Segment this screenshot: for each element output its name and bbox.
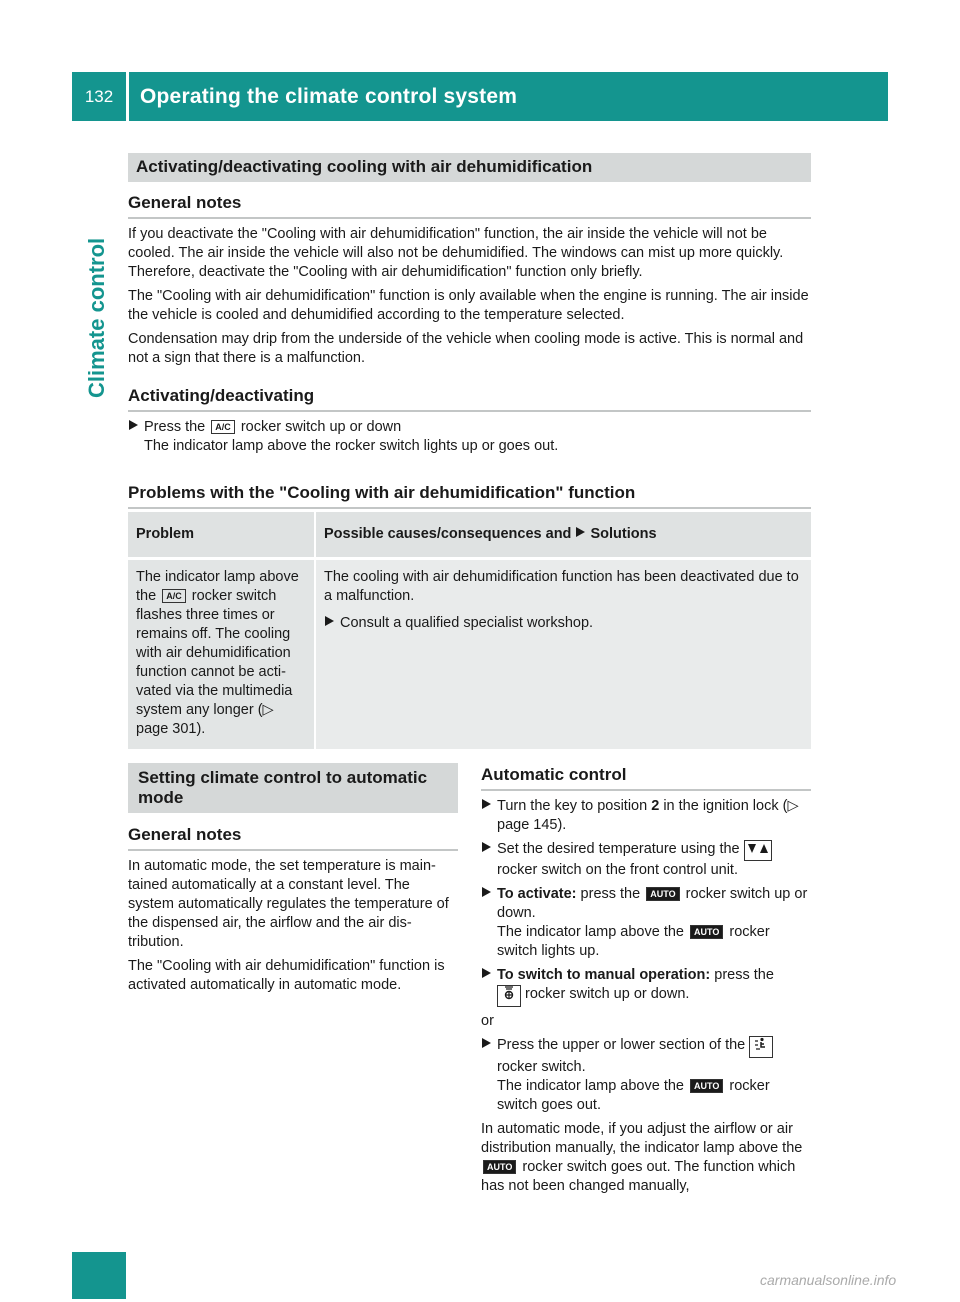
chapter-label: Climate control: [84, 237, 109, 398]
paragraph: The "Cooling with air dehumidification" function is only available when the engine is running. The air inside the vehicle is cooled and dehumidified according to the temperature selected.: [128, 288, 809, 323]
fan-speed-icon: [497, 985, 521, 1007]
paragraph: [481, 1120, 812, 1196]
problems-table: [128, 512, 811, 749]
divider: [128, 849, 458, 851]
table-header-row: [128, 512, 811, 559]
divider: [128, 410, 811, 412]
step-text: in the ignition lock (: [663, 798, 788, 814]
step-text: press the: [714, 967, 774, 983]
step-text: rocker switch up or down.: [525, 986, 690, 1002]
step-text: Press the upper or lower section of the: [497, 1037, 746, 1053]
activating-steps: [128, 418, 812, 456]
divider: [481, 789, 811, 791]
general-notes-body: [128, 225, 812, 373]
general-notes-body: [128, 857, 459, 1000]
step-item: [481, 797, 812, 835]
paragraph: If you deactivate the "Cooling with air dehumidification" function, the air inside the vehicle will not be cooled. The air inside the vehicle will also not be dehumidified. The windows can mist up more quickly. Therefore, deactivate the "Cooling with air dehumidification" function only briefly.: [128, 226, 784, 280]
arrow-right-icon: [481, 885, 492, 904]
temperature-rocker-icon: [744, 840, 772, 861]
step-text: Set the desired temperature using the: [497, 841, 740, 857]
solution-cell: [315, 559, 811, 750]
step-text: rocker switch on the front control unit.: [497, 862, 738, 878]
arrow-right-icon: [324, 614, 335, 633]
auto-button-icon: AUTO: [690, 925, 723, 939]
page-ref-icon: ▷: [787, 798, 799, 814]
column-header-problem: Problem: [128, 512, 315, 559]
column-header-solutions: [315, 512, 811, 559]
cell-text: The indicator lamp above the: [136, 569, 299, 604]
step-label: To switch to manual operation:: [497, 967, 711, 983]
activating-heading: Activating/deactivating: [128, 386, 315, 405]
step-text: Turn the key to position: [497, 798, 648, 814]
page-header: [72, 72, 888, 121]
watermark: carmanualsonline.info: [760, 1272, 897, 1288]
arrow-right-icon: [481, 840, 492, 859]
paragraph-text: In automatic mode, if you adjust the airflow or air distribution manually, the indicator lamp above the: [481, 1121, 803, 1156]
divider: [128, 507, 811, 509]
step-item: [128, 418, 812, 456]
table-row: [128, 559, 811, 750]
step-text: rocker switch up or down.: [497, 886, 808, 921]
step-text: The indicator lamp above the: [497, 924, 684, 940]
general-notes-heading: General notes: [128, 825, 242, 844]
step-text: 2: [651, 798, 660, 814]
step-item: [324, 614, 803, 633]
step-text: rocker switch lights up.: [497, 924, 770, 959]
header-divider: [126, 72, 129, 121]
cell-text: The cooling with air dehumidification function has been deactivated due to a malfunction.: [324, 569, 799, 604]
step-item: [481, 840, 812, 880]
column-header-text: Possible causes/consequences and: [324, 526, 572, 542]
arrow-right-icon: [481, 1036, 492, 1055]
step-text: rocker switch up or down: [240, 419, 402, 435]
cell-text: rocker switch flashes three times or remains off. The cooling with air dehumidification function cannot be acti-vated via the multimedia system any longer (: [136, 588, 293, 718]
step-item: [481, 885, 812, 961]
step-text: The indicator lamp above the: [497, 1078, 684, 1094]
automatic-control-steps: [481, 797, 812, 1196]
step-text: press the: [580, 886, 641, 902]
paragraph: Condensation may drip from the underside of the vehicle when cooling mode is active. This is normal and not a sign that there is a malfunction.: [128, 331, 804, 366]
or-text: or: [481, 1013, 494, 1029]
step-text: rocker switch.: [497, 1059, 586, 1075]
step-label: To activate:: [497, 886, 577, 902]
step-text: Consult a qualified specialist workshop.: [340, 615, 594, 631]
auto-button-icon: AUTO: [646, 887, 679, 901]
step-item: [481, 1036, 812, 1115]
arrow-right-icon: [481, 966, 492, 985]
page-ref-icon: ▷: [262, 702, 274, 718]
step-text: Press the: [144, 419, 206, 435]
step-text: page 145).: [497, 817, 567, 833]
section-title-cooling: [128, 153, 811, 182]
ac-button-icon: A/C: [162, 589, 186, 603]
auto-button-icon: AUTO: [690, 1079, 723, 1093]
chapter-marker: [72, 1252, 126, 1299]
page-number: 132: [84, 86, 114, 106]
problem-cell: [128, 559, 315, 750]
paragraph-text: rocker switch goes out. The function which has not been changed manually,: [481, 1159, 796, 1194]
column-header-text: Solutions: [590, 526, 657, 542]
cell-text: page 301).: [136, 721, 206, 737]
air-distribution-icon: [749, 1036, 773, 1058]
paragraph: The "Cooling with air dehumidification" function is activated automatically in automatic mode.: [128, 958, 445, 993]
paragraph: In automatic mode, the set temperature is main-tained automatically at a constant level. The system automatically regulates the temperature of the dispensed air, the airflow and the air dis-tribution.: [128, 858, 449, 950]
general-notes-heading: General notes: [128, 193, 242, 212]
section-title-text: Setting climate control to automatic mode: [138, 768, 428, 807]
section-title-automatic: [128, 763, 458, 813]
step-text: The indicator lamp above the rocker switch lights up or goes out.: [144, 438, 559, 454]
section-title-text: Activating/deactivating cooling with air dehumidification: [136, 157, 593, 176]
page-title: Operating the climate control system: [140, 84, 518, 108]
auto-button-icon: AUTO: [483, 1160, 516, 1174]
arrow-right-icon: [575, 526, 586, 542]
automatic-control-heading: Automatic control: [481, 765, 627, 784]
divider: [128, 217, 811, 219]
ac-button-icon: A/C: [211, 420, 235, 434]
problems-heading: Problems with the "Cooling with air dehumidification" function: [128, 483, 636, 502]
step-text: rocker switch goes out.: [497, 1078, 770, 1113]
step-item: [481, 966, 812, 1007]
arrow-right-icon: [481, 797, 492, 816]
arrow-right-icon: [128, 418, 139, 437]
